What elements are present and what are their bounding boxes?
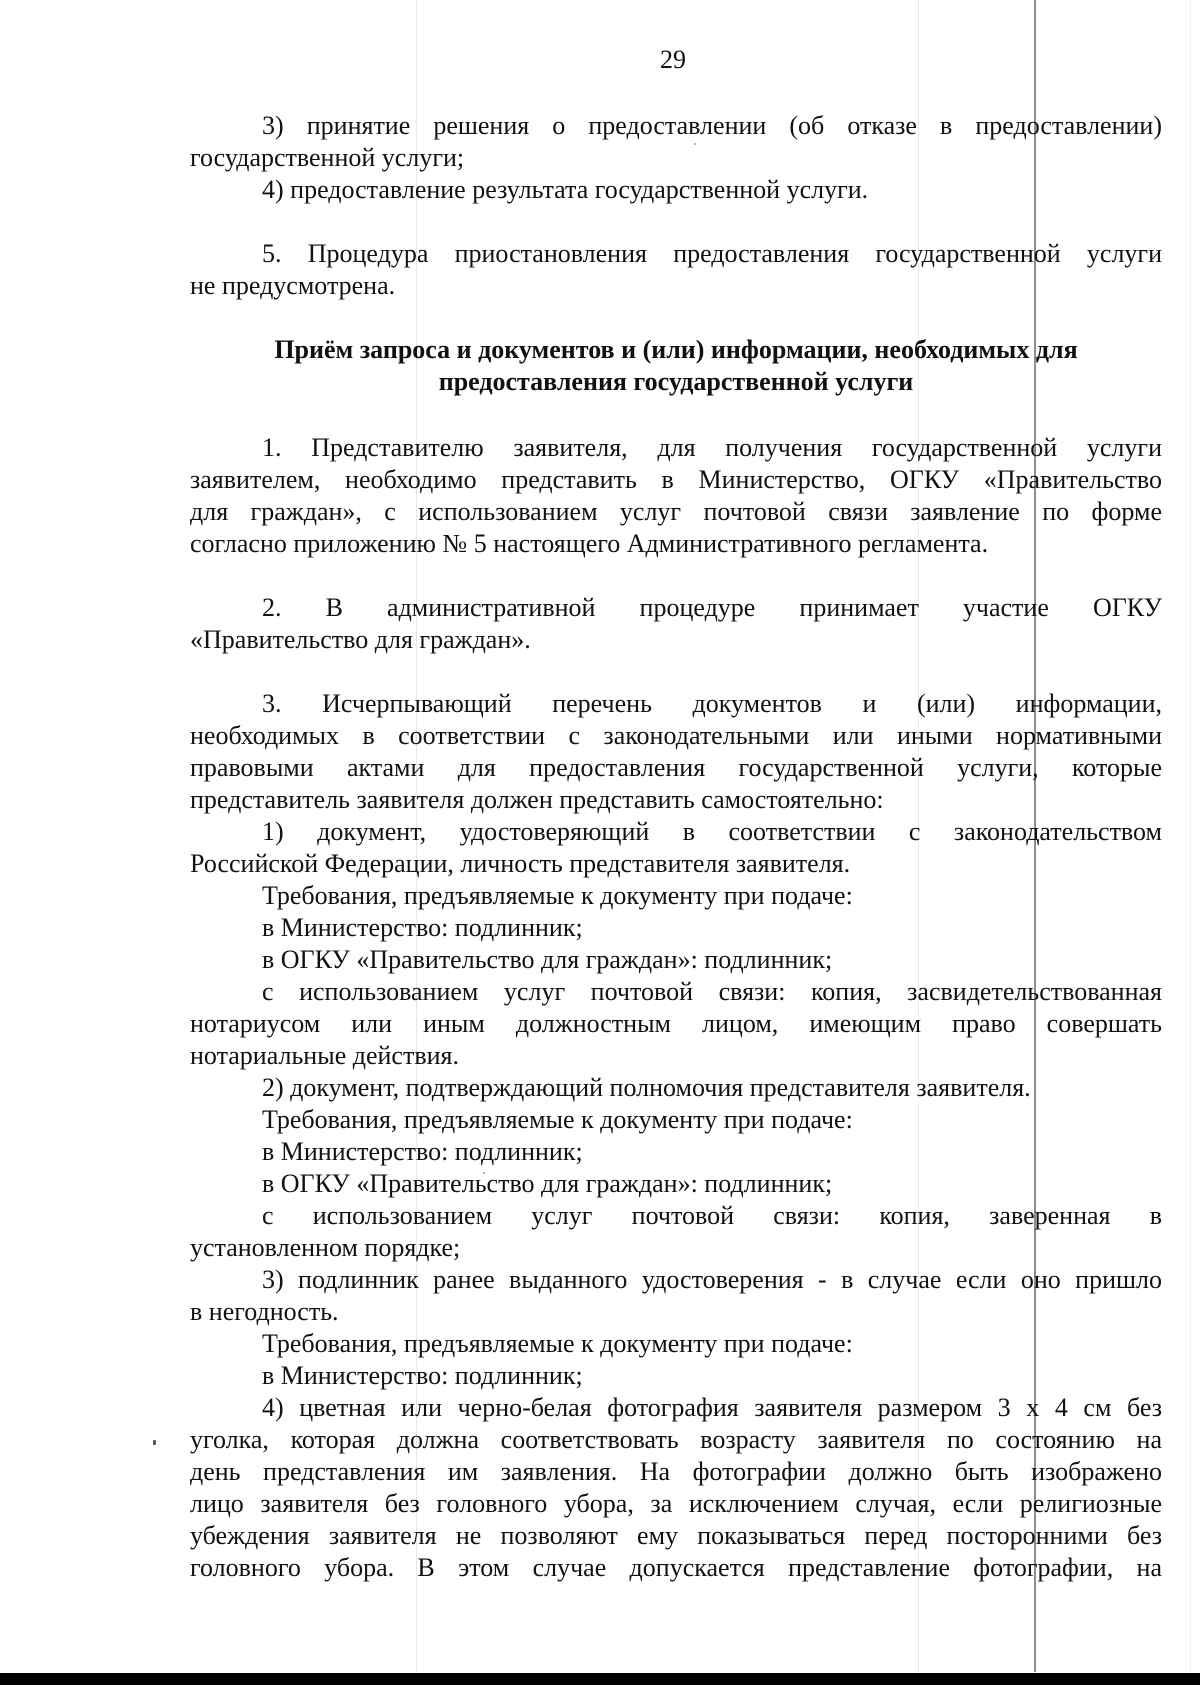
text-line: для граждан», с использованием услуг почтовой связи заявление по форме [190,497,1162,526]
text-line: представитель заявителя должен представить самостоятельно: [190,785,884,814]
text-line: правовыми актами для предоставления государственной услуги, которые [190,753,1162,782]
text-line: не предусмотрена. [190,271,396,300]
text-line: Требования, предъявляемые к документу при подаче: [262,881,853,910]
text-line: 4) предоставление результата государственной услуги. [262,175,869,204]
text-line: в Министерство: подлинник; [262,1137,583,1166]
text-line: необходимых в соответствии с законодательными или иными нормативными [190,721,1162,750]
text-line: согласно приложению № 5 настоящего Административного регламента. [190,529,989,558]
text-line: в негодность. [190,1297,339,1326]
text-line: 5. Процедура приостановления предоставления государственной услуги [262,239,1162,268]
section-heading: Приём запроса и документов и (или) информации, необходимых для [274,335,1078,364]
text-line: 3) принятие решения о предоставлении (об отказе в предоставлении) [262,111,1162,140]
text-line: 1. Представителю заявителя, для получения государственной услуги [262,433,1162,462]
text-line: лицо заявителя без головного убора, за исключением случая, если религиозные [190,1489,1162,1518]
section-heading: предоставления государственной услуги [438,367,914,396]
text-line: уголка, которая должна соответствовать возрасту заявителя по состоянию на [190,1425,1162,1454]
scan-artifact-line [1190,0,1191,1672]
text-line: 1) документ, удостоверяющий в соответствии с законодательством [262,817,1162,846]
text-line: 2. В административной процедуре принимает участие ОГКУ [262,593,1162,622]
text-line: заявителем, необходимо представить в Министерство, ОГКУ «Правительство [190,465,1162,494]
text-line: в ОГКУ «Правительство для граждан»: подлинник; [262,1169,833,1198]
scan-bottom-edge [0,1673,1200,1685]
text-line: нотариусом или иным должностным лицом, имеющим право совершать [190,1009,1162,1038]
text-line: Требования, предъявляемые к документу при подаче: [262,1329,853,1358]
text-line: 4) цветная или черно-белая фотография заявителя размером 3 х 4 см без [262,1393,1162,1422]
text-line: Требования, предъявляемые к документу при подаче: [262,1105,853,1134]
text-line: головного убора. В этом случае допускается представление фотографии, на [190,1553,1162,1582]
text-line: государственной услуги; [190,143,465,172]
text-line: нотариальные действия. [190,1041,459,1070]
text-line: в Министерство: подлинник; [262,913,583,942]
text-line: Российской Федерации, личность представителя заявителя. [190,849,851,878]
text-line: с использованием услуг почтовой связи: копия, засвидетельствованная [262,977,1162,1006]
page-number: 29 [660,45,686,74]
text-line: убеждения заявителя не позволяют ему показываться перед посторонними без [190,1521,1162,1550]
text-line: в Министерство: подлинник; [262,1361,583,1390]
text-line: 3. Исчерпывающий перечень документов и (или) информации, [262,689,1162,718]
text-line: установленном порядке; [190,1233,461,1262]
text-line: «Правительство для граждан». [190,625,531,654]
scan-speck [153,1440,156,1445]
text-line: в ОГКУ «Правительство для граждан»: подлинник; [262,945,833,974]
text-line: с использованием услуг почтовой связи: копия, заверенная в [262,1201,1162,1230]
text-line: 2) документ, подтверждающий полномочия представителя заявителя. [262,1073,1031,1102]
text-line: 3) подлинник ранее выданного удостоверения - в случае если оно пришло [262,1265,1162,1294]
text-line: день представления им заявления. На фотографии должно быть изображено [190,1457,1162,1486]
